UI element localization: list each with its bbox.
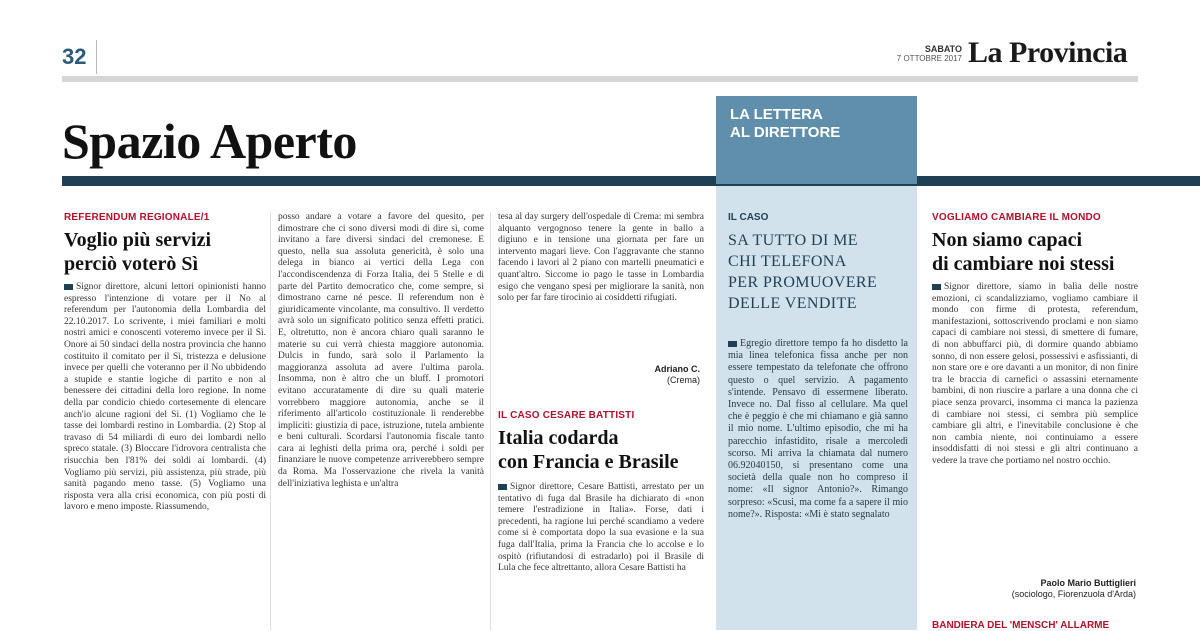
article4-headline-line1: Non siamo capaci [932,229,1082,251]
article4-text: siamo in balìa delle nostre emozioni, ci scandalizziamo, vogliamo cambiare il mondo con firme di protesta, referendum, manifestazioni, sottoscrivendo proclami e non siamo capaci di cambiare noi stessi, di smettere di fumare, di non abbuffarci più, di dormire quando abbiamo sonno, di non essere gelosi, possessivi e asfissianti, di non stare ore e ore davanti a un monitor, di non finire tra le braccia di carnefici o assassini eternamente bambini, di non riuscire a parlare a una donna che ci piace senza provarci, insomma ci manca la pazienza di cambiare noi stessi, ci sembra più semplice cambiare gli altri, e l'inevitabile conclusione è che non cambia niente, noi continuiamo a essere insoddisfatti di noi stessi e gli altri continuano a vedere la trave che portiamo nel nostro occhio. [932,282,1138,466]
letter-box-line1: LA LETTERA [730,106,823,123]
article1-signature [498,364,700,386]
section-rule [62,176,1200,186]
article1-salutation: Signor direttore, [76,282,140,292]
article3-headline-line2: CHI TELEFONA [728,253,847,270]
article3-body [728,338,908,628]
section-title: Spazio Aperto [62,113,357,169]
lead-square-icon [498,484,507,490]
page-number: 32 [62,44,87,69]
column-rule [270,212,271,630]
date-full: 7 OTTOBRE 2017 [896,54,962,63]
article2-headline-line2: con Francia e Brasile [498,451,679,473]
article4-headline-line2: di cambiare noi stessi [932,253,1115,275]
article4-salutation: Signor direttore, [944,282,1012,292]
article2-text: Cesare Battisti, arrestato per un tentativo di fuga dal Brasile ha dichiarato di «non temere l'estradizione in Italia». Forse, dati i precedenti, ha ragione lui perché scandiamo a vedere come si è comportata dopo la sua evasione e la sua fuga dall'Italia, prima la Francia che lo accolse e lo ospitò (rifiutandosi di estradarlo) poi il Brasile di Lula che fece altrettanto, allora Cesare Battisti ha [498,482,704,574]
article1-headline-line2: perciò voterò Sì [64,253,199,275]
article2-headline-line1: Italia codarda [498,427,619,449]
article1-text-col3: tesa al day surgery dell'ospedale di Crema: mi sembra alquanto vergognoso tenere la gente in ballo a digiuno e in tensione una giornata per fare un intervento magari lieve. Con l'aggravante che stanno facendo i lavori al 2 piano con martelli pneumatici e quant'altro. Siccome io pago le tasse in Lombardia esigo che vengano spesi per migliorare la sanità, non solo per far fare tirocinio ai cosiddetti rifugiati. [498,212,704,304]
lead-square-icon [64,284,73,290]
article3-headline-line1: SA TUTTO DI ME [728,232,858,249]
article3-headline [728,230,914,314]
article1-signature-name: Adriano C. [654,364,700,374]
date-day: SABATO [924,44,962,54]
column-rule [490,212,491,630]
article1-body-col1 [64,282,266,628]
article4-signature-name: Paolo Mario Buttiglieri [1040,578,1136,588]
article4-body [932,282,1138,574]
article4-headline [932,228,1148,276]
letter-box-title [730,106,840,142]
article4-signature [932,578,1136,600]
article1-kicker: REFERENDUM REGIONALE/1 [64,212,210,223]
article3-headline-line3: PER PROMUOVERE [728,274,878,291]
article1-signature-place: (Crema) [667,375,700,385]
lead-square-icon [728,341,737,347]
header-rule [62,76,1138,82]
article1-text-col2: posso andare a votare a favore del quesito, per dimostrare che ci sono diversi modi di dire sì, come invitano a fare diversi sindaci del cremonese. E questo, nella sua assoluta genericità, è solo una delega in bianco ai vertici della Lega con l'accondiscendenza di Forza Italia, dei 5 Stelle e di parte del Partito democratico che, come sempre, si dimostrano carne né pesce. Il referendum non è giuridicamente vincolante, ma consultivo. Il verdetto avrà solo un significato politico senza effetti pratici. E, oltretutto, non è ancora chiaro quali saranno le materie su cui verrà chiesta maggiore autonomia. Dulcis in fundo, sarà solo il Parlamento la maggioranza assoluta ad avere l'ultima parola. Insomma, non è altro che un bluff. I promotori evitano accuratamente di dire su quali materie vorrebbero maggiore autonomia, anche se il riferimento all'articolo costituzionale li renderebbe impliciti: giustizia di pace, istruzione, tutela ambiente e beni culturali. Scordarsi l'autonomia fiscale tanto cara ai leghisti della prima ora, perché i soldi per finanziare le nuove competenze arriverebbero sempre da Roma. Ma l'osservazione che rivela la vanità dell'iniziativa leghista e un'altra [278,212,484,489]
article3-kicker: IL CASO [728,212,769,223]
article2-body [498,482,704,628]
date-block [880,44,962,64]
letter-box-line2: AL DIRETTORE [730,124,841,141]
article1-headline-line1: Voglio più servizi [64,229,212,251]
article4-kicker: VOGLIAMO CAMBIARE IL MONDO [932,212,1101,223]
article3-salutation: Egregio direttore [740,338,809,349]
article2-headline [498,426,708,474]
article3-text: tempo fa ho disdetto la mia linea telefonica fissa anche per non essere tempestato da telefonate che offrono questo o quel servizio. A pagamento s'intende. Pensavo di essermene liberato. Invece no. Dal fisso al cellulare. Ma quel che è peggio è che mi chiamano e già sanno il mio nome. L'ultimo episodio, che mi ha parecchio infastidito, risale a mercoledì scorso. Mi arriva la chiamata dal numero 06.92040150, si presentano come una società della quale non ho compreso il nome: «Il signor Antonio?». Rimango sorpreso: «Scusi, ma come fa a sapere il mio nome?». Risposta: «Mi è stato segnalato [728,338,908,520]
article2-salutation: Signor direttore, [510,482,574,492]
article4-signature-place: (sociologo, Fiorenzuola d'Arda) [1011,589,1136,599]
masthead: La Provincia [968,36,1128,69]
article1-body-col2 [278,212,484,628]
page-number-divider [96,40,97,74]
lead-square-icon [932,284,941,290]
article2-kicker: IL CASO CESARE BATTISTI [498,410,635,421]
article1-text-col1: alcuni lettori opinionisti hanno espresso l'intenzione di votare per il No al referendum per l'autonomia della Lombardia del 22.10.2017. Lo scrivente, i miei familiari e molti nostri amici e conoscenti voteremo invece per il Sì. Onore ai 50 sindaci della nostra provincia che hanno costituito il comitato per il Sì, tristezza e delusione invece per quelli che voteranno per il No ubbidendo a stupide e stantie logiche di partito e non al benessere dei cittadini della loro regione. In nome della par condicio chiedo cortesemente di elencare anch'io alcune ragioni del Sì. (1) Vogliamo che le tasse dei lombardi restino in Lombardia. (2) Stop al travaso di 54 miliardi di euro dei lombardi nello spreco statale. (3) Bloccare l'idrovora centralista che risucchia ben l'81% dei soldi ai lombardi. (4) Vogliamo più servizi, più assistenza, più strade, più sanità pagando meno tasse. (5) Vogliamo una risposta vera alla crisi economica, con più posti di lavoro e meno imposte. Riassumendo, [64,282,266,513]
article1-body-col3 [498,212,704,352]
bottom-kicker: BANDIERA DEL 'MENSCH' ALLARME [932,620,1110,631]
article3-headline-line4: DELLE VENDITE [728,295,857,312]
article1-headline [64,228,268,276]
